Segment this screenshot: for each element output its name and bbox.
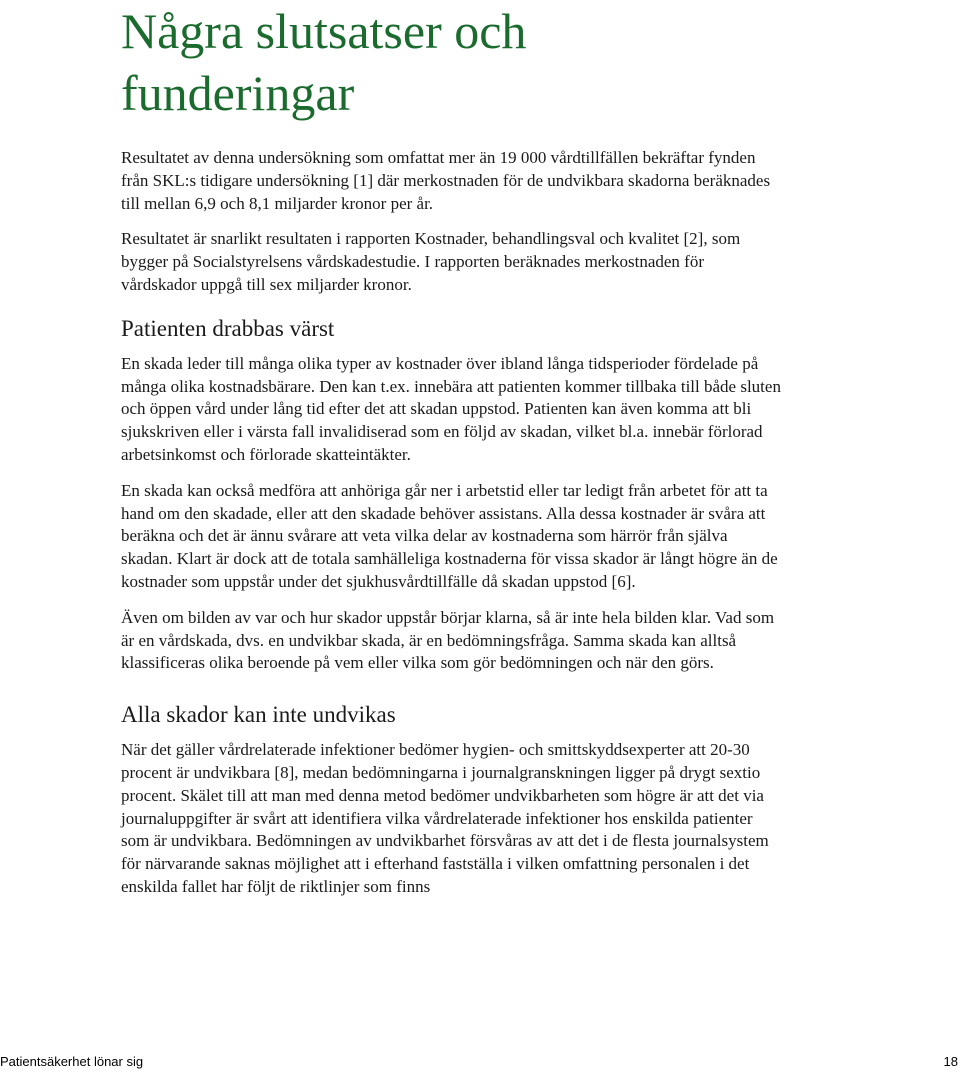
section-paragraph: Även om bilden av var och hur skador uppstår börjar klarna, så är inte hela bilden klar. Vad som är en vårdskada, dvs. en undvikbar skada, är en bedömningsfråga. Samma skada kan alltså klassificeras olika beroende på vem eller vilka som gör bedömningen och när den görs. <box>121 607 775 673</box>
page-title-line-2: funderingar <box>121 65 355 121</box>
section-heading-skador: Alla skador kan inte undvikas <box>121 702 396 728</box>
section-paragraph: När det gäller vårdrelaterade infektioner bedömer hygien- och smittskyddsexperter att 20-30 procent är undvikbara [8], medan bedömningarna i journalgranskningen ligger på drygt sextio procent. Skälet till att man med denna metod bedömer undvikbarheten som högre är att det via journaluppgifter är svårt att identifiera vilka vårdrelaterade infektioner hos enskilda patienter som är undvikbara. Bedömningen av undvikbarhet försvåras av att det i de flesta journalsystem för närvarande saknas möjlighet att i efterhand fastställa i vilken omfattning personalen i det enskilda fallet har följt de riktlinjer som finns <box>121 740 769 896</box>
footer-page-number: 18 <box>943 1054 958 1069</box>
intro-paragraph: Resultatet av denna undersökning som omfattat mer än 19 000 vårdtillfällen bekräftar fynden från SKL:s tidigare undersökning [1] där merkostnaden för de undvikbara skadorna beräknades till mellan 6,9 och 8,1 miljarder kronor per år. <box>121 148 771 213</box>
intro-paragraph: Resultatet är snarlikt resultaten i rapporten Kostnader, behandlingsval och kvalitet [2], som bygger på Socialstyrelsens vårdskadestudie. I rapporten beräknades merkostnaden för vårdskador uppgå till sex miljarder kronor. <box>121 229 741 294</box>
section-paragraph: En skada leder till många olika typer av kostnader över ibland långa tidsperioder fördelade på många olika kostnadsbärare. Den kan t.ex. innebära att patienten kommer tillbaka till både sluten och öppen vård under lång tid efter det att skadan uppstod. Patienten kan även komma att bli sjukskriven eller i värsta fall invalidiserad som en följd av skadan, vilket bl.a. innebär förlorad arbetsinkomst och förlorade skatteintäkter. <box>121 353 781 464</box>
section-heading-patienten: Patienten drabbas värst <box>121 315 335 341</box>
page-title-line-1: Några slutsatser och <box>121 3 527 59</box>
footer-publication-title: Patientsäkerhet lönar sig <box>0 1054 144 1069</box>
section-paragraph: En skada kan också medföra att anhöriga går ner i arbetstid eller tar ledigt från arbetet för att ta hand om den skadade, eller att den skadade behöver assistans. Alla dessa kostnader är svåra att beräkna och det är ännu svårare att veta vilka delar av kostnaderna som härrör från själva skadan. Klart är dock att de totala samhälleliga kostnaderna för vissa skador är långt högre än de kostnader som uppstår under det sjukhusvårdtillfälle då skadan uppstod [6]. <box>121 480 778 591</box>
page-title <box>121 0 526 124</box>
body-content <box>121 147 781 912</box>
